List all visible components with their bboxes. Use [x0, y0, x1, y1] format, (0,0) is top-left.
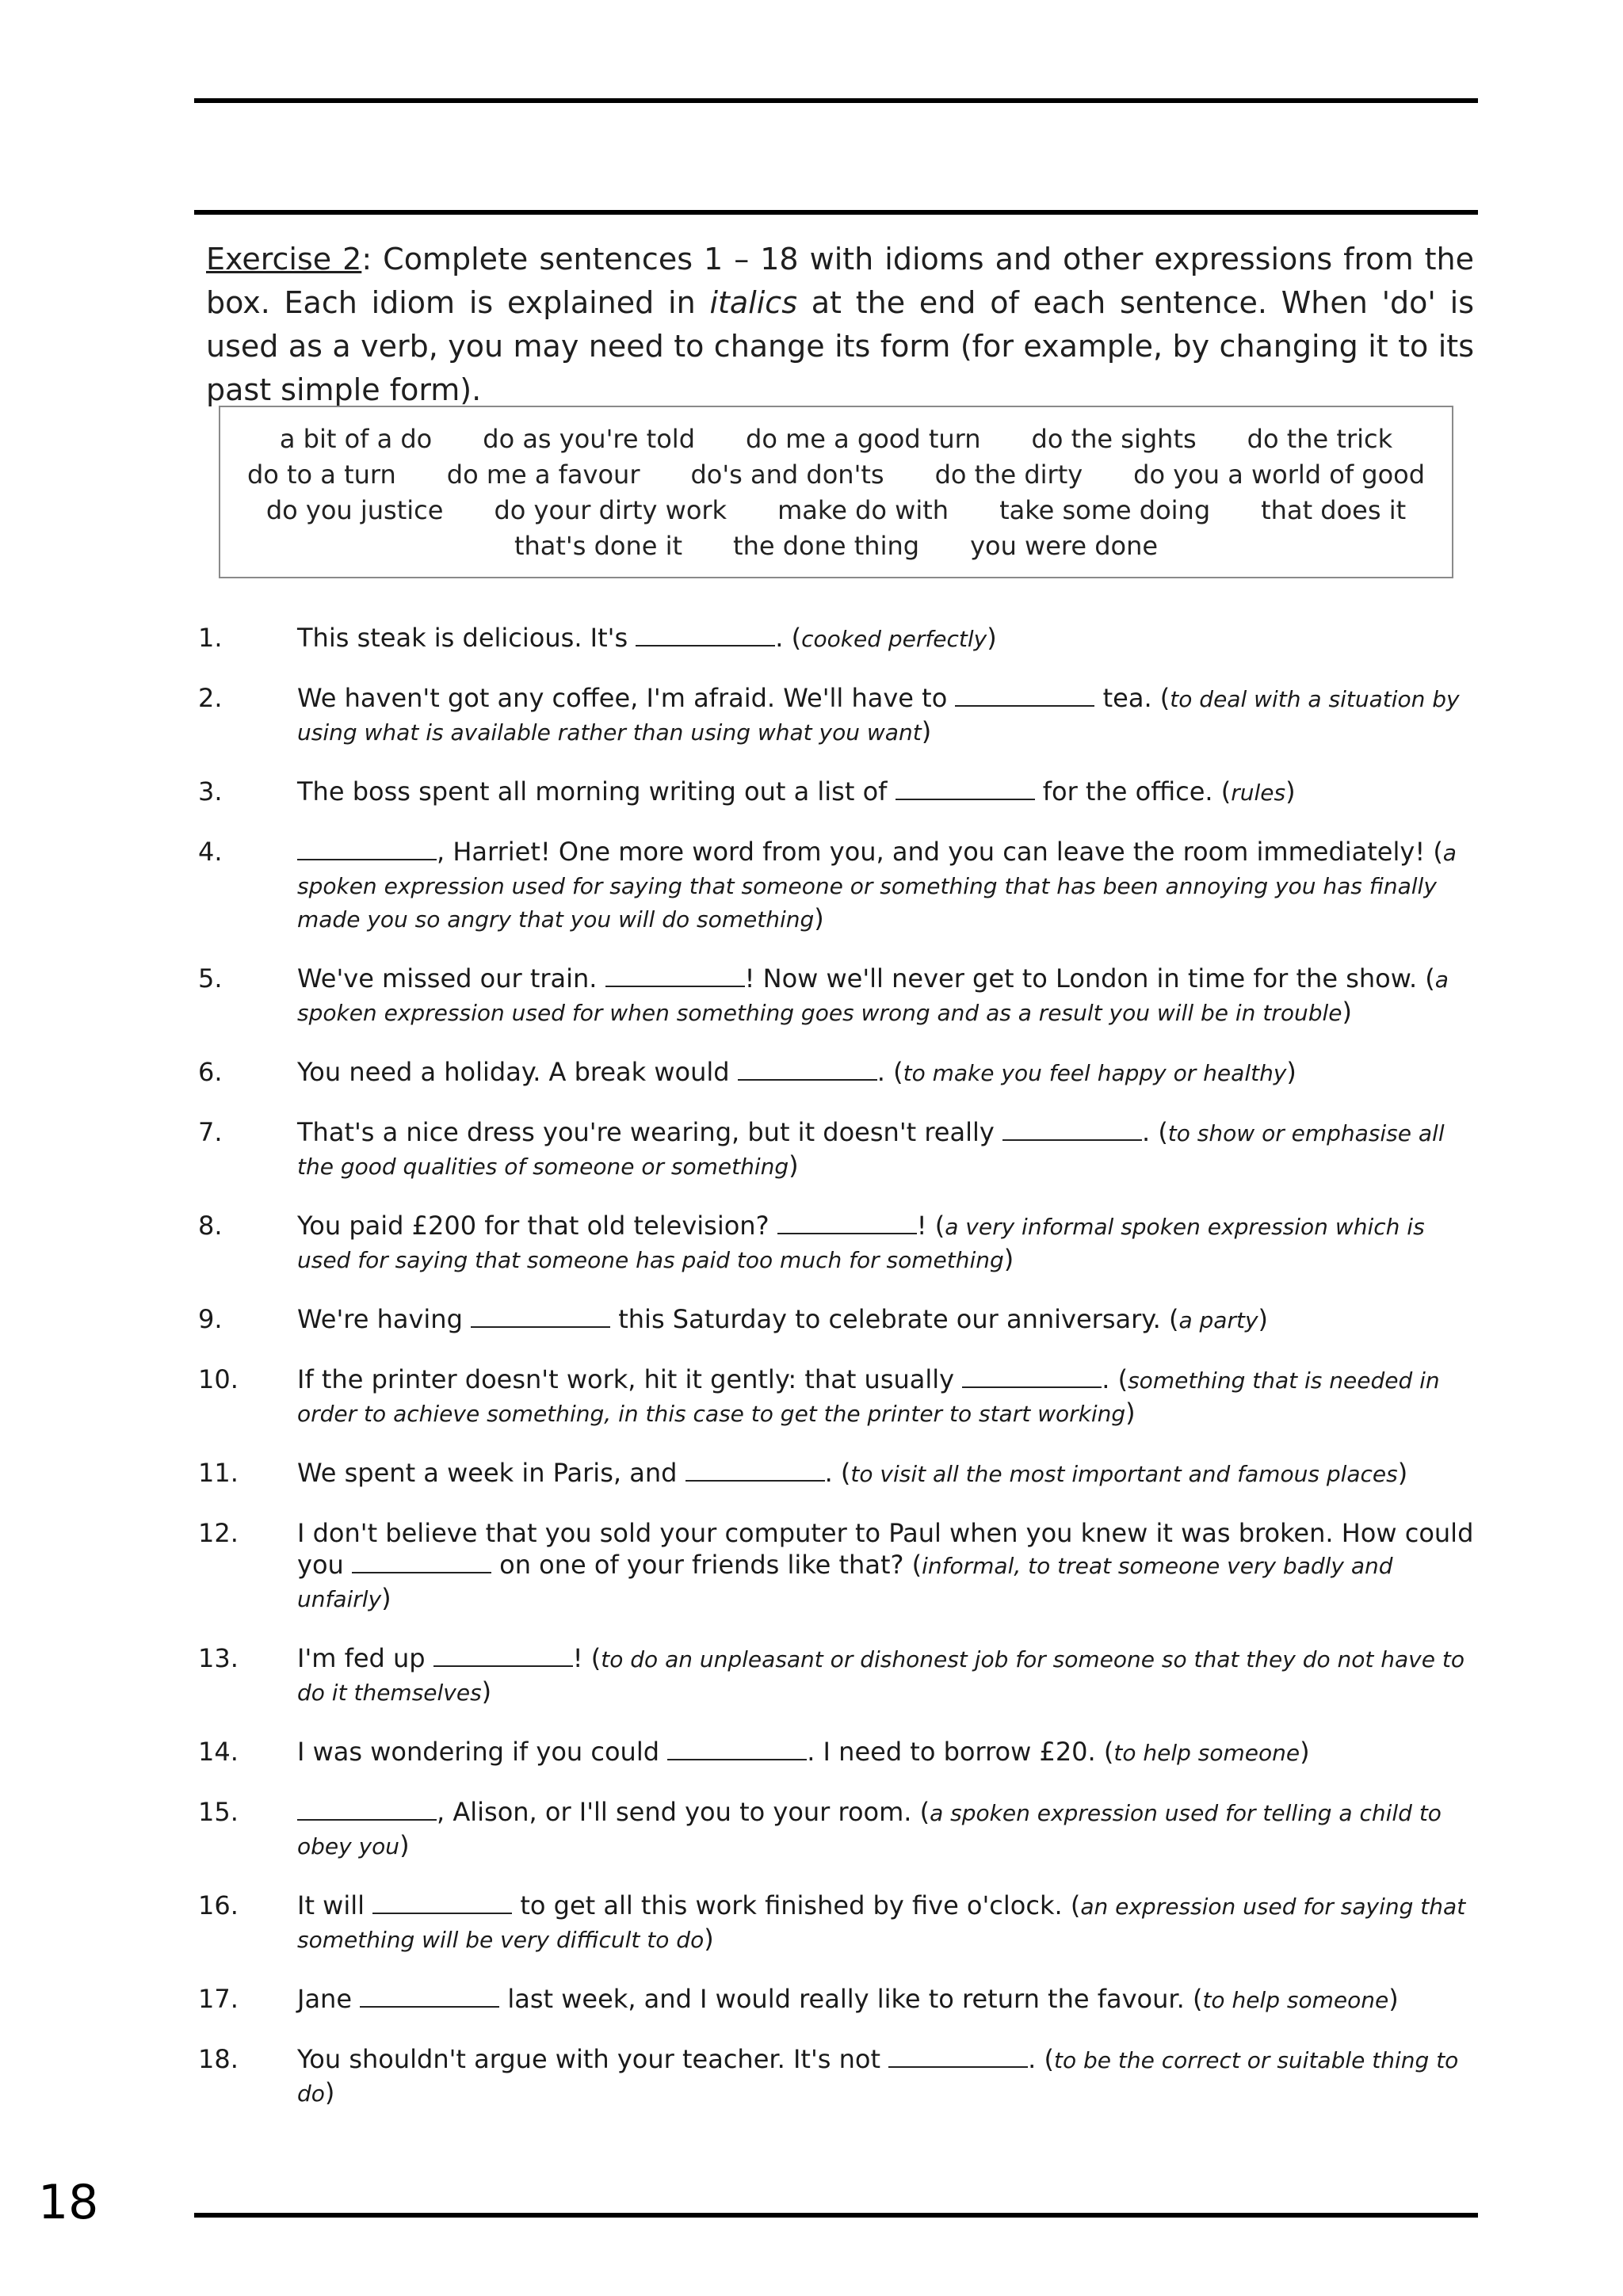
- sentence-item: [198, 1517, 1482, 1615]
- box-expression: do the trick: [1247, 424, 1393, 454]
- closing-parenthesis: ): [481, 1676, 492, 1707]
- sentence-after-blank: , Harriet! One more word from you, and you can leave the room immediately! (: [437, 837, 1443, 867]
- sentence-text: [297, 1056, 1474, 1089]
- sentence-number: 17.: [198, 1984, 239, 2014]
- sentence-before-blank: I'm fed up: [297, 1643, 433, 1673]
- sentence-before-blank: It will: [297, 1890, 373, 1920]
- closing-parenthesis: ): [1258, 1304, 1269, 1334]
- sentence-text: [297, 1983, 1474, 2016]
- sentence-number: 5.: [198, 963, 223, 994]
- box-expression: do me a favour: [446, 460, 640, 490]
- sentence-text: [297, 1116, 1474, 1183]
- sentence-item: [198, 776, 1482, 809]
- box-expression: that does it: [1261, 495, 1407, 525]
- closing-parenthesis: ): [1397, 1458, 1408, 1488]
- sentence-text: [297, 1457, 1474, 1490]
- sentence-item: [198, 1890, 1482, 1956]
- sentence-number: 18.: [198, 2044, 239, 2074]
- answer-blank[interactable]: [962, 1366, 1102, 1388]
- sentence-after-blank: to get all this work finished by five o'clock. (: [512, 1890, 1081, 1920]
- answer-blank[interactable]: [433, 1645, 573, 1667]
- idiom-definition: informal, to treat someone very badly and unfairly: [297, 1553, 1393, 1612]
- answer-blank[interactable]: [372, 1892, 512, 1914]
- sentence-number: 16.: [198, 1890, 239, 1920]
- closing-parenthesis: ): [399, 1830, 410, 1860]
- answer-blank[interactable]: [471, 1306, 610, 1328]
- sentence-after-blank: on one of your friends like that? (: [491, 1550, 922, 1580]
- sentence-after-blank: . (: [1141, 1117, 1168, 1147]
- sentence-text: [297, 1736, 1474, 1769]
- sentence-before-blank: You shouldn't argue with your teacher. It's not: [297, 2044, 889, 2074]
- sentence-number: 15.: [198, 1797, 239, 1827]
- footer-rule: [194, 2213, 1478, 2218]
- answer-blank[interactable]: [636, 624, 775, 646]
- answer-blank[interactable]: [955, 685, 1094, 707]
- closing-parenthesis: ): [1125, 1398, 1136, 1428]
- exercise-label: Exercise 2: [206, 242, 362, 277]
- closing-parenthesis: ): [1286, 1057, 1296, 1087]
- idiom-definition: rules: [1231, 780, 1286, 806]
- answer-blank[interactable]: [605, 965, 745, 987]
- answer-blank[interactable]: [685, 1459, 825, 1482]
- idiom-definition: to do an unpleasant or dishonest job for someone so that they do not have to do it themselves: [297, 1646, 1465, 1706]
- sentence-text: [297, 963, 1474, 1029]
- sentence-before-blank: We've missed our train.: [297, 963, 605, 994]
- closing-parenthesis: ): [921, 716, 932, 746]
- box-expression: take some doing: [999, 495, 1211, 525]
- idiom-definition: a party: [1178, 1307, 1258, 1333]
- sentence-text: [297, 682, 1474, 749]
- sentence-item: [198, 963, 1482, 1029]
- box-expression: do as you're told: [483, 424, 695, 454]
- sentence-before-blank: We haven't got any coffee, I'm afraid. We'll have to: [297, 683, 956, 713]
- answer-blank[interactable]: [888, 2046, 1028, 2068]
- sentence-after-blank: . (: [1102, 1364, 1128, 1394]
- box-row: [220, 528, 1452, 564]
- sentence-item: [198, 1796, 1482, 1863]
- expressions-box: [219, 406, 1453, 578]
- sentence-text: [297, 1363, 1474, 1430]
- sentence-text: [297, 1890, 1474, 1956]
- sentence-text: [297, 622, 1474, 655]
- sentence-after-blank: ! (: [916, 1211, 945, 1241]
- idiom-definition: cooked perfectly: [801, 626, 987, 652]
- idiom-definition: a spoken expression used for saying that someone or something that has been annoying you has finally made you so angry that you will do something: [297, 840, 1457, 933]
- idiom-definition: to help someone: [1113, 1740, 1300, 1766]
- box-expression: you were done: [970, 531, 1159, 561]
- sentence-text: [297, 1303, 1474, 1337]
- sentence-number: 4.: [198, 837, 223, 867]
- sentence-after-blank: ! (: [572, 1643, 601, 1673]
- sentence-number: 12.: [198, 1518, 239, 1548]
- instructions-text-b: at the end of each sentence. When 'do' is used as a verb, you may need to change its form (for example, by changing it to its past simple form).: [206, 285, 1474, 407]
- sentence-before-blank: The boss spent all morning writing out a list of: [297, 776, 896, 807]
- sentence-after-blank: . I need to borrow £20. (: [807, 1737, 1114, 1767]
- box-expression: do you a world of good: [1133, 460, 1426, 490]
- closing-parenthesis: ): [704, 1924, 714, 1954]
- idiom-definition: a spoken expression used for when something goes wrong and as a result you will be in trouble: [297, 967, 1449, 1026]
- box-row: [220, 457, 1452, 493]
- box-row: [220, 493, 1452, 528]
- box-expression: do you justice: [265, 495, 444, 525]
- sentence-after-blank: for the office. (: [1034, 776, 1232, 807]
- box-row: [220, 421, 1452, 457]
- sentence-before-blank: That's a nice dress you're wearing, but it doesn't really: [297, 1117, 1002, 1147]
- idiom-definition: a very informal spoken expression which is used for saying that someone has paid too much for something: [297, 1214, 1425, 1273]
- sentence-text: [297, 776, 1474, 809]
- idiom-definition: to help someone: [1202, 1987, 1389, 2013]
- sentence-text: [297, 836, 1474, 936]
- sentence-after-blank: . (: [1028, 2044, 1054, 2074]
- sentence-number: 3.: [198, 776, 223, 807]
- sentence-number: 1.: [198, 623, 223, 653]
- sentence-text: [297, 1517, 1474, 1615]
- box-expression: a bit of a do: [279, 424, 433, 454]
- box-expression: do the dirty: [934, 460, 1083, 490]
- box-expression: do your dirty work: [494, 495, 727, 525]
- sentence-number: 11.: [198, 1458, 239, 1488]
- box-expression: do the sights: [1031, 424, 1197, 454]
- sentence-item: [198, 1457, 1482, 1490]
- sentence-item: [198, 682, 1482, 749]
- sentence-number: 6.: [198, 1057, 223, 1087]
- idiom-definition: to visit all the most important and famous places: [850, 1461, 1398, 1487]
- sentence-before-blank: I don't believe that you sold your computer to Paul when you knew it was broken. How could you: [297, 1518, 1474, 1580]
- sentence-after-blank: . (: [876, 1057, 903, 1087]
- sentence-text: [297, 1210, 1474, 1276]
- idiom-definition: an expression used for saying that something will be very difficult to do: [297, 1894, 1466, 1953]
- instructions-italic-word: italics: [709, 285, 797, 320]
- closing-parenthesis: ): [1285, 776, 1296, 807]
- answer-blank[interactable]: [667, 1738, 807, 1760]
- sentence-after-blank: . (: [775, 623, 802, 653]
- box-expression: the done thing: [733, 531, 920, 561]
- sentence-item: [198, 1303, 1482, 1337]
- box-expression: that's done it: [514, 531, 683, 561]
- sentence-item: [198, 1983, 1482, 2016]
- answer-blank[interactable]: [297, 1798, 437, 1821]
- sentence-after-blank: ! Now we'll never get to London in time for the show. (: [744, 963, 1435, 994]
- sentence-before-blank: We spent a week in Paris, and: [297, 1458, 685, 1488]
- sentence-item: [198, 1736, 1482, 1769]
- sentence-number: 14.: [198, 1737, 239, 1767]
- sentence-item: [198, 2043, 1482, 2110]
- closing-parenthesis: ): [987, 623, 997, 653]
- closing-parenthesis: ): [1300, 1737, 1310, 1767]
- sentence-before-blank: This steak is delicious. It's: [297, 623, 636, 653]
- idiom-definition: to deal with a situation by using what is available rather than using what you want: [297, 686, 1460, 746]
- sentence-after-blank: this Saturday to celebrate our anniversary. (: [610, 1304, 1179, 1334]
- sentence-item: [198, 1363, 1482, 1430]
- sentence-number: 7.: [198, 1117, 223, 1147]
- closing-parenthesis: ): [1003, 1244, 1014, 1274]
- sentence-before-blank: Jane: [297, 1984, 361, 2014]
- exercise-instructions: [206, 238, 1474, 412]
- closing-parenthesis: ): [789, 1150, 799, 1180]
- box-expression: do's and don'ts: [690, 460, 884, 490]
- sentence-before-blank: If the printer doesn't work, hit it gently: that usually: [297, 1364, 963, 1394]
- sentence-list: [198, 622, 1482, 2137]
- sentence-item: [198, 1056, 1482, 1089]
- idiom-definition: to make you feel happy or healthy: [903, 1060, 1287, 1086]
- closing-parenthesis: ): [1342, 997, 1352, 1027]
- sentence-after-blank: . (: [824, 1458, 851, 1488]
- sentence-item: [198, 622, 1482, 655]
- instructions-text-a: : Complete sentences 1 – 18 with idioms and other expressions from the box. Each idiom is explained in: [206, 242, 1474, 320]
- sentence-number: 2.: [198, 683, 223, 713]
- sentence-number: 10.: [198, 1364, 239, 1394]
- sentence-item: [198, 1116, 1482, 1183]
- sentence-number: 9.: [198, 1304, 223, 1334]
- sentence-before-blank: We're having: [297, 1304, 472, 1334]
- answer-blank[interactable]: [297, 838, 437, 860]
- idiom-definition: to be the correct or suitable thing to do: [297, 2047, 1459, 2107]
- answer-blank[interactable]: [738, 1058, 877, 1081]
- answer-blank[interactable]: [352, 1551, 491, 1573]
- answer-blank[interactable]: [777, 1212, 917, 1234]
- sentence-item: [198, 1210, 1482, 1276]
- answer-blank[interactable]: [896, 778, 1035, 800]
- answer-blank[interactable]: [360, 1985, 499, 2008]
- header-rule: [194, 210, 1478, 215]
- box-expression: do to a turn: [246, 460, 396, 490]
- idiom-definition: to show or emphasise all the good qualities of someone or something: [297, 1120, 1445, 1180]
- box-expression: do me a good turn: [746, 424, 981, 454]
- sentence-text: [297, 2043, 1474, 2110]
- sentence-text: [297, 1796, 1474, 1863]
- closing-parenthesis: ): [1388, 1984, 1399, 2014]
- sentence-number: 8.: [198, 1211, 223, 1241]
- answer-blank[interactable]: [1002, 1119, 1142, 1141]
- top-rule: [194, 98, 1478, 103]
- closing-parenthesis: ): [324, 2077, 335, 2107]
- sentence-item: [198, 1642, 1482, 1709]
- sentence-item: [198, 836, 1482, 936]
- sentence-after-blank: , Alison, or I'll send you to your room. (: [437, 1797, 930, 1827]
- closing-parenthesis: ): [814, 903, 824, 933]
- idiom-definition: something that is needed in order to achieve something, in this case to get the printer to start working: [297, 1367, 1440, 1427]
- sentence-text: [297, 1642, 1474, 1709]
- closing-parenthesis: ): [381, 1583, 391, 1613]
- sentence-before-blank: I was wondering if you could: [297, 1737, 668, 1767]
- sentence-number: 13.: [198, 1643, 239, 1673]
- page-number: 18: [38, 2175, 99, 2230]
- box-expression: make do with: [777, 495, 949, 525]
- sentence-before-blank: You paid £200 for that old television?: [297, 1211, 777, 1241]
- idiom-definition: a spoken expression used for telling a child to obey you: [297, 1800, 1442, 1859]
- sentence-after-blank: tea. (: [1094, 683, 1170, 713]
- sentence-after-blank: last week, and I would really like to return the favour. (: [499, 1984, 1203, 2014]
- sentence-before-blank: You need a holiday. A break would: [297, 1057, 738, 1087]
